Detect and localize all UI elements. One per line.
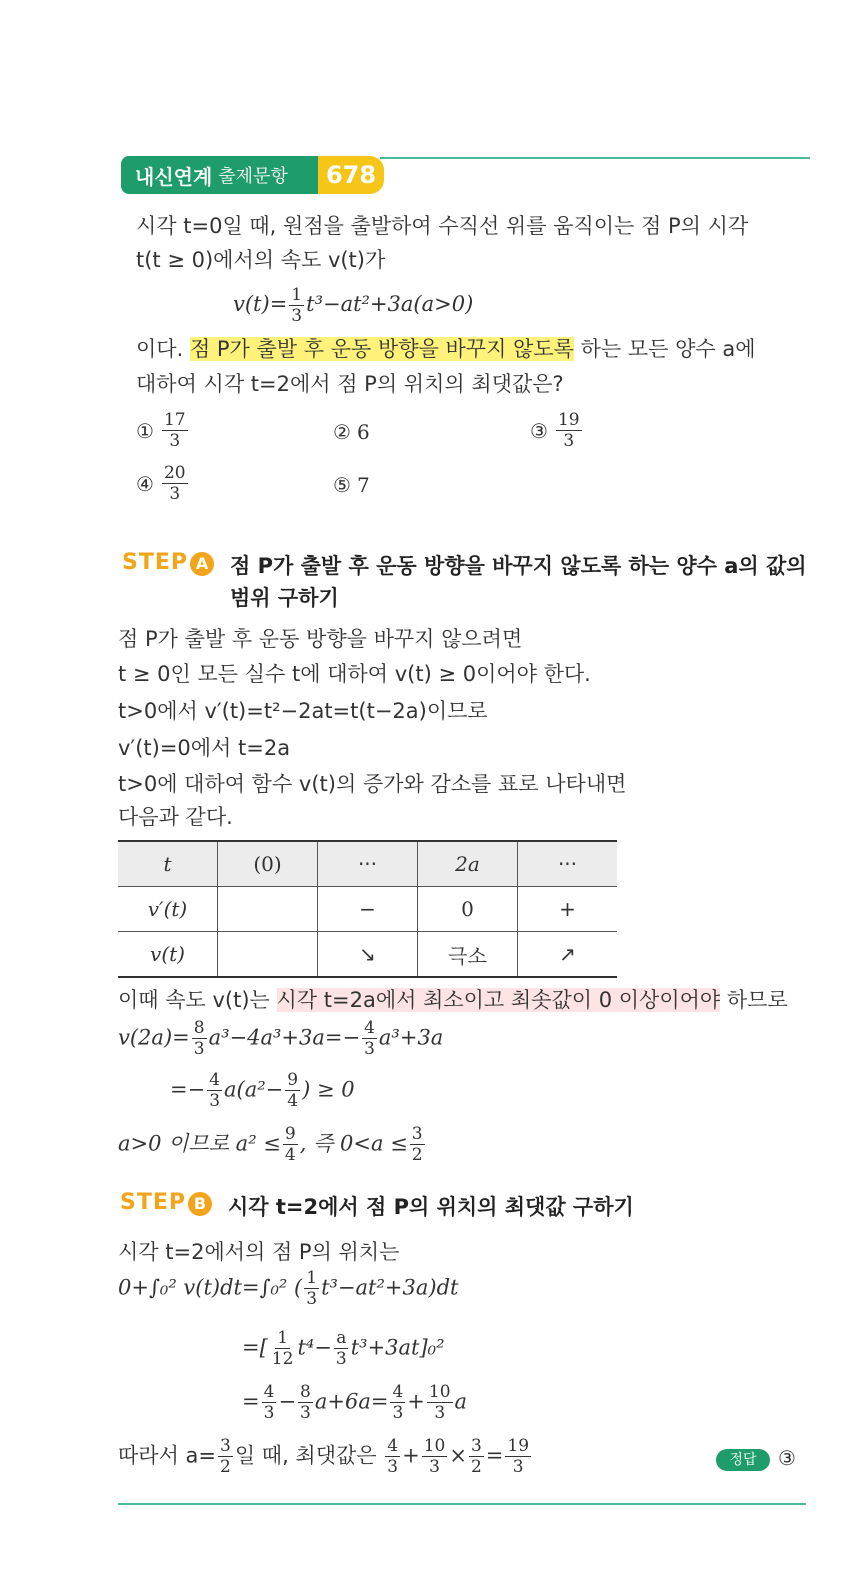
table-row: v(t) ↘ 극소 ↗	[118, 932, 617, 978]
problem-line-1: 시각 t=0일 때, 원점을 출발하여 수직선 위를 움직이는 점 P의 시각	[136, 214, 749, 238]
choice-2[interactable]: ② 6	[333, 420, 370, 444]
step-a-line-5: t>0에 대하여 함수 v(t)의 증가와 감소를 표로 나타내면	[118, 772, 627, 796]
header-tag-text: 출제문항	[218, 166, 288, 187]
header-tag	[121, 156, 326, 194]
step-b-int-2: =[ $\frac{1}{12}$ t⁴− $\frac{a}{3}$ t³+3at]₀²	[242, 1328, 445, 1369]
header-tag-bold: 내신연계	[135, 164, 213, 189]
problem-line-4: 이다. 점 P가 출발 후 운동 방향을 바꾸지 않도록 하는 모든 양수 a에	[136, 337, 756, 361]
footer-line	[118, 1503, 806, 1505]
variation-table	[118, 840, 617, 978]
problem-line-2: t(t ≥ 0)에서의 속도 v(t)가	[136, 248, 386, 272]
choice-3[interactable]: ③ $\frac{19}{3}$	[530, 410, 580, 451]
header-number: 678	[325, 161, 377, 189]
problem-equation: v(t)= $\frac{1}{3}$ t³−at²+3a(a>0)	[233, 285, 474, 326]
choice-1[interactable]: ① $\frac{17}{3}$	[136, 410, 186, 451]
table-row: v′(t) − 0 +	[118, 887, 617, 932]
table-row: t (0) ··· 2a ···	[118, 841, 617, 887]
step-b-int-1: 0+∫₀² v(t)dt=∫₀² ( $\frac{1}{3}$ t³−at²+3a)dt	[118, 1268, 459, 1309]
header-top-line	[380, 157, 810, 159]
step-b-line-1: 시각 t=2에서의 점 P의 위치는	[118, 1240, 400, 1264]
choice-5[interactable]: ⑤ 7	[333, 473, 370, 497]
step-b-final: 따라서 a= $\frac{3}{2}$ 일 때, 최댓값은 $\frac{4}{3}$ + $\frac{10}{3}$ × $\frac{3}{2}$ = $\frac{19}{3}$	[118, 1436, 530, 1477]
problem-line-5: 대하여 시각 t=2에서 점 P의 위치의 최댓값은?	[136, 372, 564, 396]
step-a-header: STEP A	[122, 550, 214, 576]
step-b-title: 시각 t=2에서 점 P의 위치의 최댓값 구하기	[228, 1195, 634, 1219]
step-a-line-2: t ≥ 0인 모든 실수 t에 대하여 v(t) ≥ 0이어야 한다.	[118, 662, 591, 686]
step-a-title-1: 점 P가 출발 후 운동 방향을 바꾸지 않도록 하는 양수 a의 값의	[230, 554, 807, 578]
step-a-eq-1: v(2a)= $\frac{8}{3}$ a³−4a³+3a=− $\frac{4}{3}$ a³+3a	[118, 1018, 444, 1059]
step-a-eq-3: a>0 이므로 a² ≤ $\frac{9}{4}$ , 즉 0<a ≤ $\frac{3}{2}$	[118, 1124, 423, 1165]
step-a-line-3: t>0에서 v′(t)=t²−2at=t(t−2a)이므로	[118, 699, 488, 723]
step-a-eq-2: =− $\frac{4}{3}$ a(a²− $\frac{9}{4}$ ) ≥ 0	[170, 1070, 355, 1111]
problem-highlight: 점 P가 출발 후 운동 방향을 바꾸지 않도록	[189, 337, 574, 361]
step-b-int-3: = $\frac{4}{3}$ − $\frac{8}{3}$ a+6a= $\frac{4}{3}$ + $\frac{10}{3}$ a	[242, 1382, 468, 1423]
step-a-title-2: 범위 구하기	[230, 586, 339, 610]
answer-value: ③	[778, 1446, 796, 1470]
choice-4[interactable]: ④ $\frac{20}{3}$	[136, 463, 186, 504]
step-a-highlight: 시각 t=2a에서 최소이고 최솟값이 0 이상이어야	[276, 988, 721, 1012]
step-b-badge: B	[188, 1192, 212, 1216]
step-a-badge: A	[190, 552, 214, 576]
step-a-line-1: 점 P가 출발 후 운동 방향을 바꾸지 않으려면	[118, 627, 523, 651]
step-b-header: STEP B	[120, 1190, 212, 1216]
header-number-badge	[318, 156, 384, 194]
step-a-line-4: v′(t)=0에서 t=2a	[118, 736, 291, 760]
step-a-line-7: 이때 속도 v(t)는 시각 t=2a에서 최소이고 최솟값이 0 이상이어야 하므로	[118, 988, 788, 1012]
step-a-line-6: 다음과 같다.	[118, 805, 233, 829]
answer-badge: 정답	[716, 1449, 770, 1471]
